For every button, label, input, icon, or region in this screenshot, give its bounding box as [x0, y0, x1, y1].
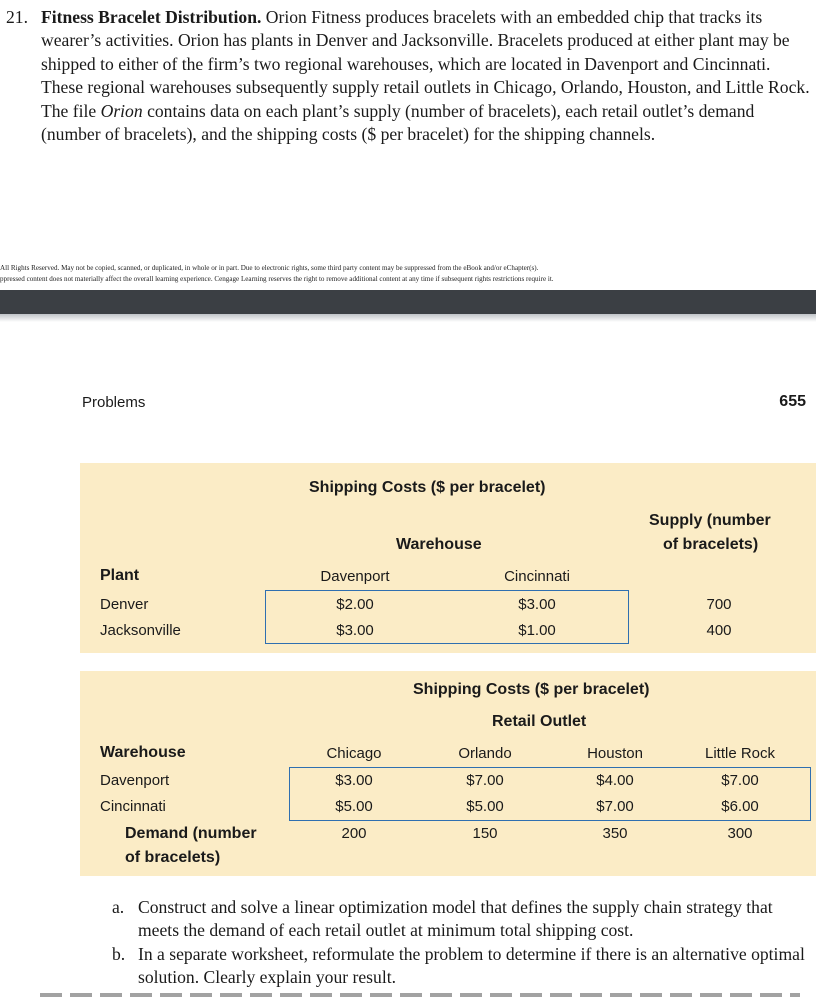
table1-col-cincinnati: Cincinnati: [504, 568, 570, 585]
table2-row-cincinnati: Cincinnati: [100, 798, 166, 815]
table2-cell: $7.00: [721, 772, 759, 789]
table1-row-jacksonville: Jacksonville: [100, 622, 181, 639]
running-head: Problems: [82, 394, 146, 411]
question-b: [112, 943, 812, 990]
table2-cell: $6.00: [721, 798, 759, 815]
problem-body: [41, 6, 812, 146]
table2-demand-label-1: Demand (number: [125, 825, 257, 842]
question-text: In a separate worksheet, reformulate the problem to determine if there is an alternative optimal solution. Clearly explain your result.: [138, 943, 805, 988]
table2-demand-cell: 300: [727, 825, 753, 842]
page-number: 655: [779, 393, 806, 410]
table2-cell: $3.00: [335, 772, 373, 789]
page-break-shadow: [0, 314, 816, 322]
table1-row-header: Plant: [100, 567, 140, 584]
table1-supply-header-2: of bracelets): [663, 536, 759, 553]
page-break-bar: [0, 290, 816, 314]
copyright-notice: [0, 263, 816, 285]
problem-21: [0, 6, 812, 146]
table1-group-header: Warehouse: [396, 536, 482, 553]
table1-supply-cell: 700: [706, 596, 732, 613]
problem-number: 21.: [6, 7, 28, 27]
problem-text-end: contains data on each plant’s supply (number of bracelets), each retail outlet’s demand (number of bracelets), and the shipping costs ($ per bracelet) for the shipping channels.: [41, 100, 755, 145]
question-label: b.: [112, 943, 126, 964]
question-a: [112, 896, 812, 943]
table1-cell: $2.00: [336, 596, 374, 613]
table1-cost-box: [265, 590, 629, 644]
table2-col-little-rock: Little Rock: [704, 745, 776, 762]
table2-cell: $5.00: [335, 798, 373, 815]
table2-cell: $5.00: [466, 798, 504, 815]
table2-demand-cell: 350: [602, 825, 628, 842]
table1-cell: $1.00: [518, 622, 556, 639]
table2-group-header: Retail Outlet: [492, 713, 587, 730]
table1-title: Shipping Costs ($ per bracelet): [309, 479, 546, 496]
table2-cell: $7.00: [596, 798, 634, 815]
copyright-line-2: ppressed content does not materially affect the overall learning experience. Cengage Learning reserves the right to remove additional content at any time if subsequent rights restrictions require it.: [0, 275, 554, 283]
table2-cell: $7.00: [466, 772, 504, 789]
question-label: a.: [112, 897, 125, 917]
table2-row-davenport: Davenport: [100, 772, 170, 789]
problem-file-name: Orion: [100, 100, 143, 121]
table1-cell: $3.00: [518, 596, 556, 613]
table1-supply-header-1: Supply (number: [649, 512, 771, 529]
table2-col-houston: Houston: [587, 745, 643, 762]
problem-text: Orion Fitness produces bracelets with an embedded chip that tracks its wearer’s activities. Orion has plants in Denver and Jacksonville. Bracelets produced at either plant may be shipped to either of the firm’s two regional warehouses, which are located in Davenport and Cincinnati. These regional warehouses subsequently supply retail outlets in Chicago, Orlando, Houston, and Little Rock. The file: [41, 7, 810, 121]
table2-cell: $4.00: [596, 772, 634, 789]
question-list: [112, 896, 812, 990]
table1-supply-cell: 400: [706, 622, 732, 639]
table2-demand-label-2: of bracelets): [125, 849, 221, 866]
copyright-line-1: All Rights Reserved. May not be copied, scanned, or duplicated, in whole or in part. Due to electronic rights, some third party content may be suppressed from the eBook and/or eChapter(s).: [0, 264, 539, 272]
table2-col-chicago: Chicago: [326, 745, 382, 762]
table2-demand-cell: 200: [341, 825, 367, 842]
problem-title: Fitness Bracelet Distribution.: [41, 7, 262, 27]
plant-warehouse-table: [80, 463, 816, 653]
table1-col-davenport: Davenport: [320, 568, 390, 585]
cut-off-next-line: [40, 990, 800, 997]
table2-title: Shipping Costs ($ per bracelet): [413, 681, 650, 698]
table2-row-header: Warehouse: [100, 744, 186, 761]
table2-col-orlando: Orlando: [458, 745, 512, 762]
table1-row-denver: Denver: [100, 596, 149, 613]
question-text: Construct and solve a linear optimization model that defines the supply chain strategy that meets the demand of each retail outlet at minimum total shipping cost.: [138, 897, 773, 941]
table1-cell: $3.00: [336, 622, 374, 639]
warehouse-outlet-table: [80, 671, 816, 876]
table2-demand-cell: 150: [472, 825, 498, 842]
